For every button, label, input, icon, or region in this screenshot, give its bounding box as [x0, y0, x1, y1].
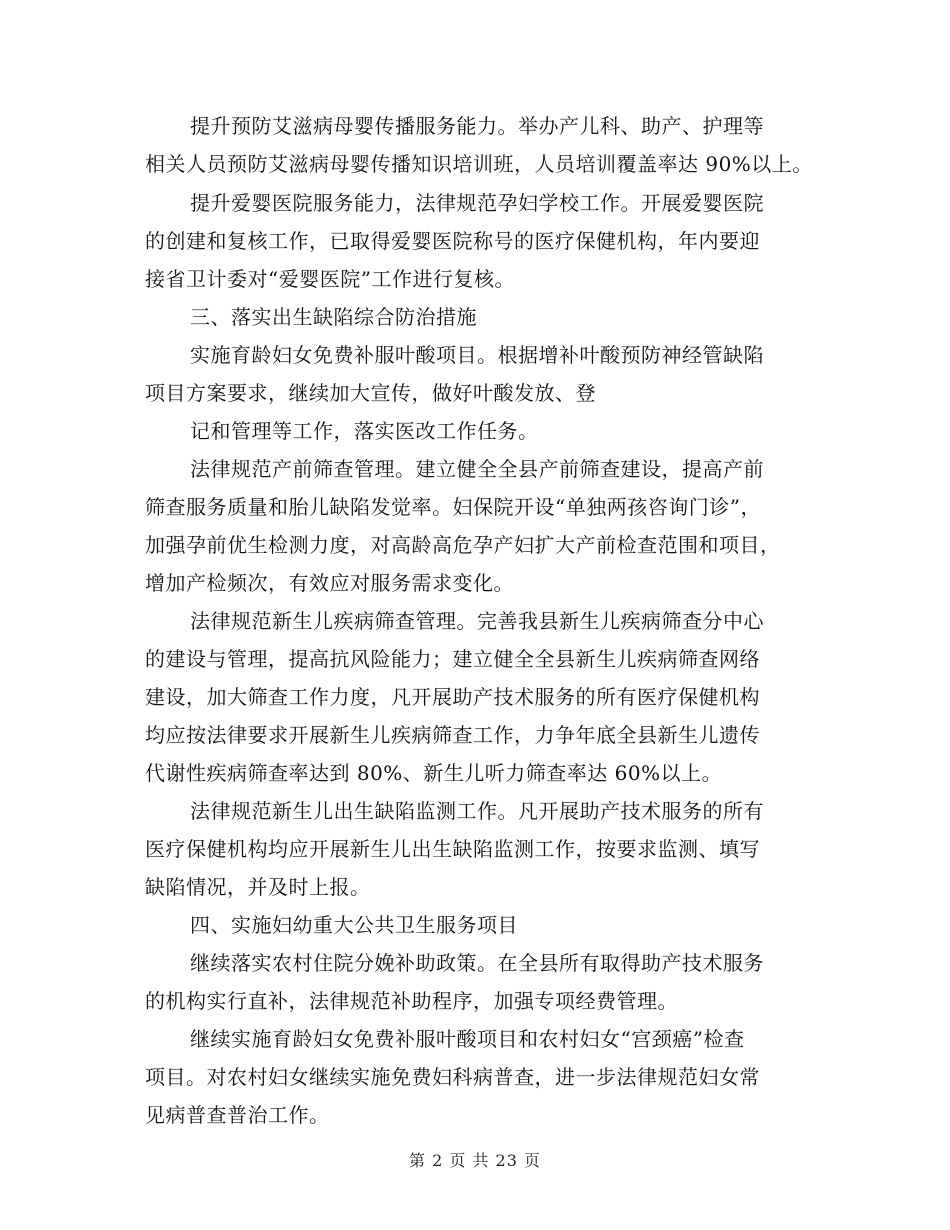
text-line: 均应按法律要求开展新生儿疾病筛查工作，力争年底全县新生儿遗传: [145, 723, 760, 747]
text-line: 项目方案要求，继续加大宣传，做好叶酸发放、登: [145, 381, 596, 405]
text-line: 医疗保健机构均应开展新生儿出生缺陷监测工作，按要求监测、填写: [145, 837, 760, 861]
text-line: 加强孕前优生检测力度，对高龄高危孕产妇扩大产前检查范围和项目，: [145, 533, 781, 557]
text-line: 记和管理等工作，落实医改工作任务。: [190, 419, 539, 443]
text-line: 筛查服务质量和胎儿缺陷发觉率。妇保院开设“单独两孩咨询门诊”，: [145, 495, 761, 519]
text-line: 建设，加大筛查工作力度，凡开展助产技术服务的所有医疗保健机构: [145, 685, 760, 709]
text-line: 的创建和复核工作，已取得爱婴医院称号的医疗保健机构，年内要迎: [145, 229, 760, 253]
text-line: 增加产检频次，有效应对服务需求变化。: [145, 571, 514, 595]
text-line: 继续落实农村住院分娩补助政策。在全县所有取得助产技术服务: [190, 951, 764, 975]
text-line: 法律规范新生儿出生缺陷监测工作。凡开展助产技术服务的所有: [190, 799, 764, 823]
text-line: 法律规范新生儿疾病筛查管理。完善我县新生儿疾病筛查分中心: [190, 609, 764, 633]
text-line: 相关人员预防艾滋病母婴传播知识培训班，人员培训覆盖率达 90%以上。: [145, 152, 813, 176]
text-line: 提升爱婴医院服务能力，法律规范孕妇学校工作。开展爱婴医院: [190, 191, 764, 215]
text-line: 代谢性疾病筛查率达到 80%、新生儿听力筛查率达 60%以上。: [145, 761, 723, 785]
section-heading: 四、实施妇幼重大公共卫生服务项目: [190, 913, 518, 937]
text-line: 接省卫计委对“爱婴医院”工作进行复核。: [145, 267, 515, 291]
text-line: 的建设与管理，提高抗风险能力；建立健全全县新生儿疾病筛查网络: [145, 647, 760, 671]
text-line: 缺陷情况，并及时上报。: [145, 875, 371, 899]
page-number-footer: 第 2 页 共 23 页: [409, 1151, 541, 1170]
section-heading: 三、落实出生缺陷综合防治措施: [190, 305, 477, 329]
text-line: 继续实施育龄妇女免费补服叶酸项目和农村妇女“宫颈癌”检查: [190, 1027, 745, 1051]
text-line: 实施育龄妇女免费补服叶酸项目。根据增补叶酸预防神经管缺陷: [190, 343, 764, 367]
text-line: 法律规范产前筛查管理。建立健全全县产前筛查建设，提高产前: [190, 457, 764, 481]
text-line: 项目。对农村妇女继续实施免费妇科病普查，进一步法律规范妇女常: [145, 1065, 760, 1089]
text-line: 的机构实行直补，法律规范补助程序，加强专项经费管理。: [145, 989, 678, 1013]
text-line: 见病普查普治工作。: [145, 1103, 330, 1127]
text-line: 提升预防艾滋病母婴传播服务能力。举办产儿科、助产、护理等: [190, 114, 764, 138]
